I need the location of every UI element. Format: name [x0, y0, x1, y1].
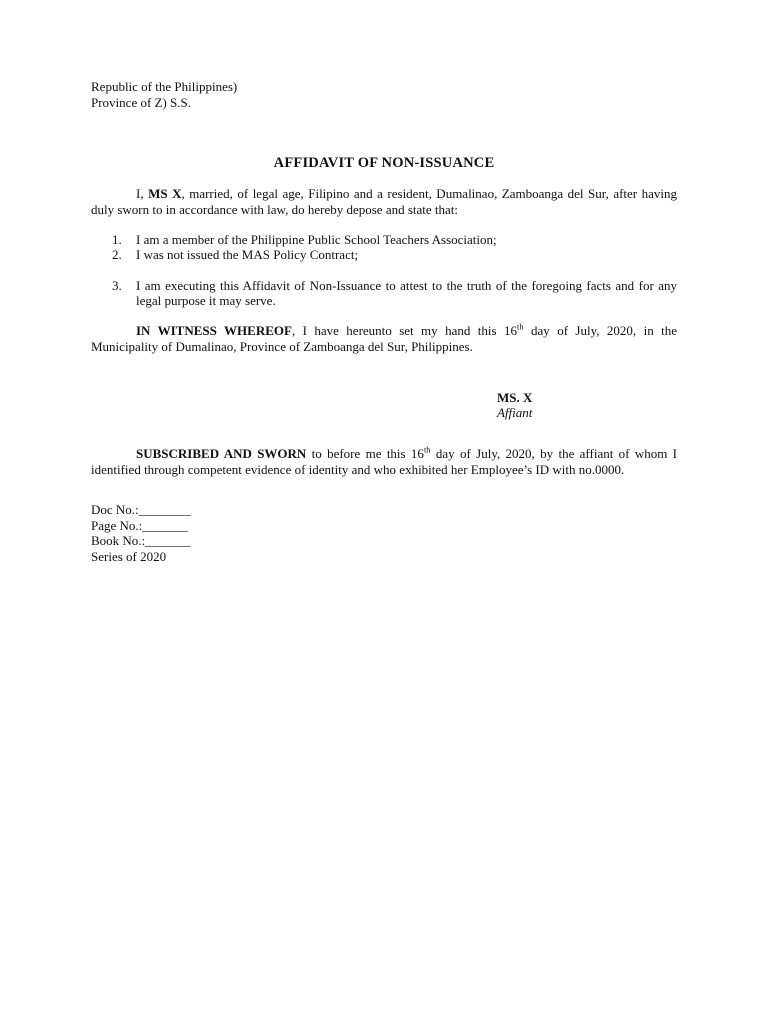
statement-item [91, 232, 677, 247]
jurat-ordinal: th [423, 444, 431, 455]
jurat-lead: SUBSCRIBED AND SWORN [136, 446, 307, 461]
doc-number-field: Doc No.:________ [91, 502, 191, 517]
witness-ordinal: th [516, 321, 524, 332]
document-title: AFFIDAVIT OF NON-ISSUANCE [273, 155, 495, 171]
witness-lead: IN WITNESS WHEREOF [136, 323, 292, 338]
page-number-field: Page No.:_______ [91, 517, 188, 533]
signatory-name: MS. X [497, 390, 533, 405]
statement-number: 2. [112, 247, 122, 262]
witness-paragraph [91, 323, 677, 355]
statement-text: I am executing this Affidavit of Non-Issuance to attest to the truth of the foregoing facts and for any legal purpose it may serve. [136, 278, 677, 308]
statements-list [91, 232, 677, 308]
intro-paragraph [91, 186, 677, 218]
venue-block [91, 79, 237, 111]
affiant-name: MS X [148, 186, 182, 201]
venue-province: Province of Z) S.S. [91, 95, 192, 110]
jurat-text-b: day of July, 2020, by the affiant of whom I identified through competent evidence of identity and who exhibited her Employee’s ID with no.0000. [91, 446, 677, 477]
intro-text: , married, of legal age, Filipino and a resident, Dumalinao, Zamboanga del Sur, after having duly sworn to in accordance with law, do hereby depose and state that: [91, 186, 677, 217]
series-field: Series of 2020 [91, 548, 167, 564]
statement-item [91, 247, 677, 262]
signatory-role: Affiant [497, 405, 533, 420]
venue-country: Republic of the Philippines) [91, 79, 238, 94]
intro-prefix: I, [136, 186, 149, 201]
witness-text-a: , I have hereunto set my hand this 16 [291, 323, 517, 338]
statement-item [91, 278, 677, 308]
statement-number: 3. [112, 278, 122, 293]
witness-text-b: day of July, 2020, in the Municipality of Dumalinao, Province of Zamboanga del Sur, Philippines. [91, 323, 677, 354]
signature-block [497, 390, 532, 420]
statement-text: I am a member of the Philippine Public School Teachers Association; [136, 232, 497, 247]
jurat-paragraph [91, 446, 677, 478]
jurat-text-a: to before me this 16 [306, 446, 424, 461]
notarial-register [91, 502, 191, 564]
statement-number: 1. [112, 232, 122, 247]
book-number-field: Book No.:_______ [91, 533, 191, 548]
statement-text: I was not issued the MAS Policy Contract; [136, 247, 359, 262]
